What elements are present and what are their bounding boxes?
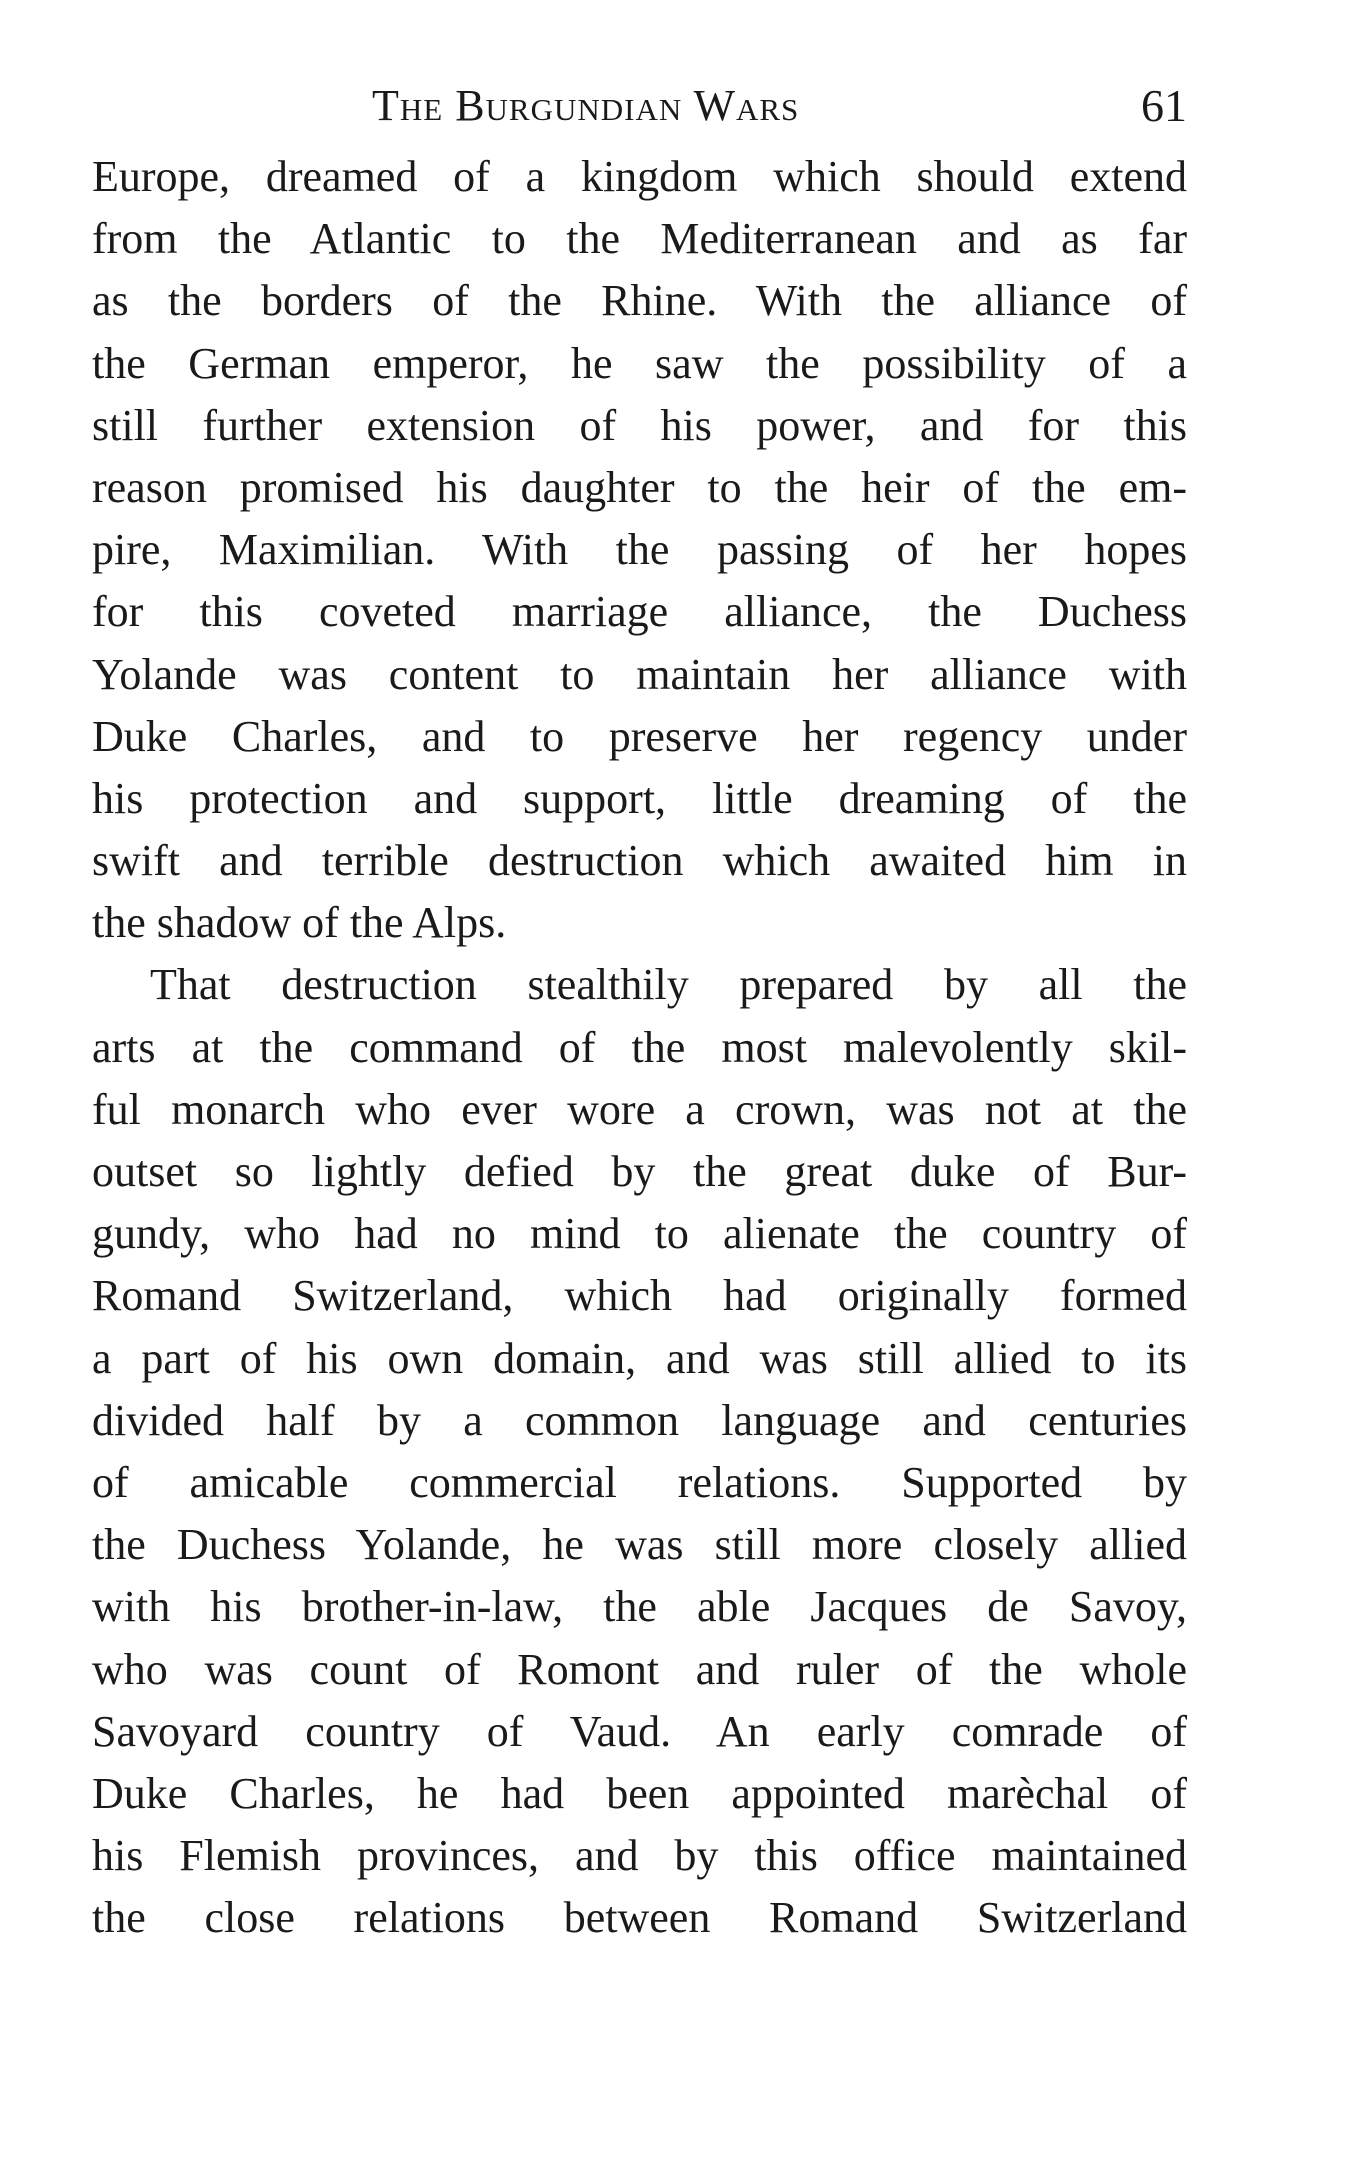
text-line: outset so lightly defied by the great duke of Bur- <box>92 1147 1187 1196</box>
text-line: who was count of Romont and ruler of the whole <box>92 1644 1187 1694</box>
text-line: with his brother-in-law, the able Jacques de Savoy, <box>92 1582 1187 1632</box>
text-line: from the Atlantic to the Mediterranean and as far <box>92 214 1187 264</box>
text-line: a part of his own domain, and was still allied to its <box>92 1333 1187 1383</box>
running-title: The Burgundian Wars <box>372 81 800 130</box>
text-line: for this coveted marriage alliance, the Duchess <box>92 587 1187 637</box>
text-line: his protection and support, little dreaming of the <box>92 773 1187 823</box>
text-line: the Duchess Yolande, he was still more closely allied <box>92 1520 1187 1570</box>
text-line: the shadow of the Alps. <box>92 898 507 948</box>
text-line: divided half by a common language and centuries <box>92 1395 1187 1445</box>
text-line: still further extension of his power, and for this <box>92 400 1187 450</box>
text-line: the German emperor, he saw the possibility of a <box>92 338 1187 388</box>
text-line: reason promised his daughter to the heir of the em- <box>92 462 1187 512</box>
body-text <box>92 146 1187 1949</box>
text-line: the close relations between Romand Switzerland <box>92 1893 1187 1943</box>
text-line: Duke Charles, he had been appointed marèchal of <box>92 1768 1187 1818</box>
text-line: pire, Maximilian. With the passing of her hopes <box>92 525 1187 575</box>
text-line: Savoyard country of Vaud. An early comrade of <box>92 1706 1187 1756</box>
text-line: That destruction stealthily prepared by all the <box>150 960 1187 1010</box>
running-head <box>92 76 1187 136</box>
text-line: Yolande was content to maintain her alliance with <box>92 649 1187 699</box>
text-line: gundy, who had no mind to alienate the country of <box>92 1209 1187 1259</box>
text-line: Europe, dreamed of a kingdom which should extend <box>92 152 1187 201</box>
text-line: his Flemish provinces, and by this office maintained <box>92 1831 1187 1881</box>
text-line: Duke Charles, and to preserve her regency under <box>92 711 1187 761</box>
text-line: arts at the command of the most malevolently skil- <box>92 1022 1187 1072</box>
text-line: swift and terrible destruction which awaited him in <box>92 836 1187 886</box>
text-line: of amicable commercial relations. Supported by <box>92 1457 1187 1507</box>
text-line: Romand Switzerland, which had originally formed <box>92 1271 1187 1321</box>
text-line: as the borders of the Rhine. With the alliance of <box>92 276 1187 326</box>
page-number: 61 <box>1141 80 1187 131</box>
text-line: ful monarch who ever wore a crown, was not at the <box>92 1084 1187 1134</box>
